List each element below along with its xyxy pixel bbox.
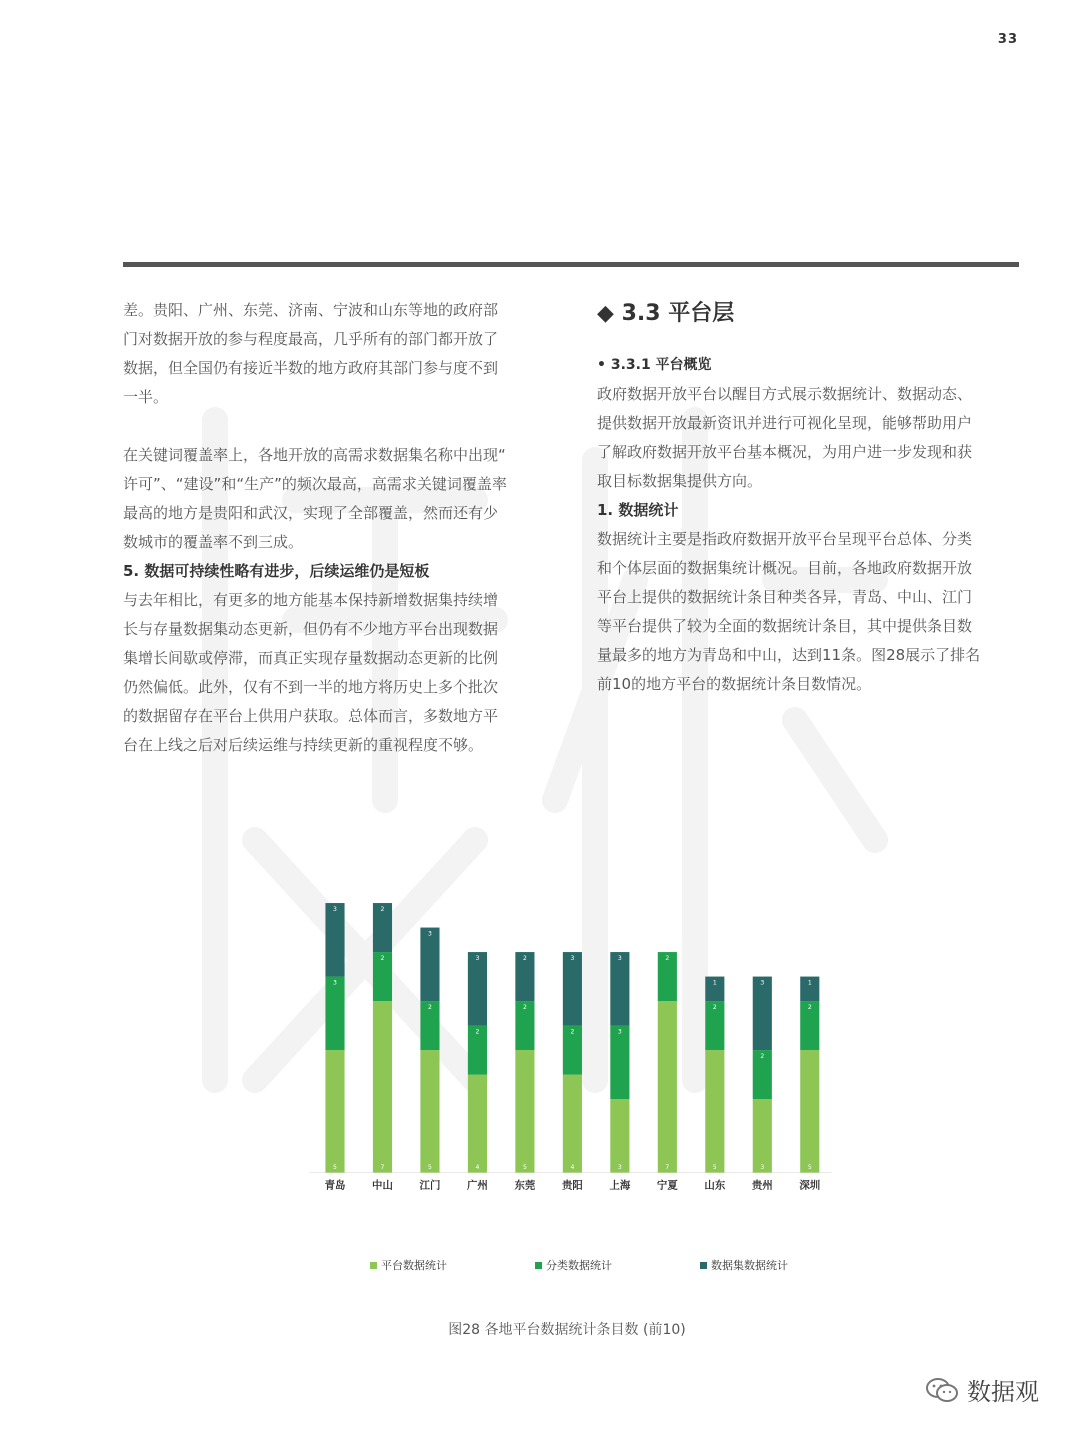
text-line: 一半。	[123, 388, 169, 406]
bar-value-label: 5	[807, 1164, 812, 1172]
bar-value-label: 1	[807, 979, 812, 987]
bar-segment-青岛-数据集数据统计	[325, 903, 344, 977]
brand-mark	[925, 1372, 1039, 1407]
bar-value-label: 3	[333, 979, 337, 987]
bar-value-label: 2	[380, 905, 385, 913]
text-line: 长与存量数据集动态更新，但仍有不少地方平台出现数据	[123, 620, 499, 638]
bar-segment-山东-平台数据统计	[705, 1050, 724, 1173]
x-tick-label: 贵州	[751, 1179, 773, 1190]
bar-segment-贵阳-平台数据统计	[563, 1075, 582, 1173]
left-column	[123, 296, 549, 760]
bar-segment-宁夏-平台数据统计	[658, 1001, 677, 1173]
legend-swatch	[535, 1262, 542, 1269]
text-line: 门对数据开放的参与程度最高，几乎所有的部门都开放了	[123, 330, 499, 348]
figure-caption: 图28 各地平台数据统计条目数 (前10)	[448, 1322, 686, 1338]
bar-value-label: 3	[570, 954, 575, 962]
bar-value-label: 3	[428, 930, 432, 938]
legend-swatch	[370, 1262, 377, 1269]
legend-swatch	[700, 1262, 707, 1269]
page-number: 33	[997, 32, 1018, 47]
bar-value-label: 5	[522, 1164, 527, 1172]
text-line: 数城市的覆盖率不到三成。	[123, 533, 304, 551]
x-tick-label: 宁夏	[656, 1179, 678, 1190]
text-line: 仍然偏低。此外，仅有不到一半的地方将历史上多个批次	[123, 678, 499, 696]
bar-segment-广州-平台数据统计	[468, 1075, 487, 1173]
x-tick-label: 东莞	[514, 1179, 536, 1190]
bar-segment-贵州-平台数据统计	[753, 1099, 772, 1173]
heading-1: 1. 数据统计	[597, 501, 679, 519]
bar-segment-广州-数据集数据统计	[468, 952, 487, 1026]
bar-value-label: 2	[475, 1028, 480, 1036]
legend-label: 平台数据统计	[381, 1259, 447, 1272]
bar-value-label: 5	[333, 1164, 337, 1172]
bar-segment-深圳-平台数据统计	[800, 1050, 819, 1173]
text-line: 前10的地方平台的数据统计条目数情况。	[597, 675, 872, 693]
text-line: 与去年相比，有更多的地方能基本保持新增数据集持续增	[123, 591, 499, 609]
x-tick-label: 深圳	[799, 1179, 821, 1190]
legend-item	[535, 1257, 612, 1273]
left-paragraph-2	[123, 441, 549, 557]
text-line: 了解政府数据开放平台基本概况，为用户进一步发现和获	[597, 443, 973, 461]
x-tick-label: 上海	[609, 1179, 631, 1190]
legend-item	[370, 1257, 447, 1273]
legend-item	[700, 1257, 788, 1273]
bar-value-label: 2	[428, 1003, 432, 1011]
bar-value-label: 2	[522, 1003, 527, 1011]
bar-segment-贵州-数据集数据统计	[753, 977, 772, 1051]
subsection-heading: • 3.3.1 平台概览	[597, 357, 712, 373]
text-line: 量最多的地方为青岛和中山，达到11条。图28展示了排名	[597, 646, 981, 664]
bar-value-label: 3	[617, 1164, 622, 1172]
x-tick-label: 山东	[704, 1179, 726, 1190]
bar-value-label: 3	[760, 1164, 765, 1172]
bar-value-label: 5	[712, 1164, 717, 1172]
legend-label: 分类数据统计	[546, 1259, 612, 1272]
heading-5: 5. 数据可持续性略有进步，后续运维仍是短板	[123, 562, 430, 580]
text-line: 平台上提供的数据统计条目种类各异，青岛、中山、江门	[597, 588, 973, 606]
bar-segment-青岛-分类数据统计	[325, 977, 344, 1051]
section-title: ◆ 3.3 平台层	[597, 301, 735, 326]
text-line: 差。贵阳、广州、东莞、济南、宁波和山东等地的政府部	[123, 301, 499, 319]
text-line: 取目标数据集提供方向。	[597, 472, 763, 490]
bar-value-label: 3	[760, 979, 765, 987]
right-column	[597, 296, 1023, 699]
text-line: 最高的地方是贵阳和武汉，实现了全部覆盖，然而还有少	[123, 504, 499, 522]
bar-value-label: 1	[712, 979, 717, 987]
text-line: 等平台提供了较为全面的数据统计条目，其中提供条目数	[597, 617, 973, 635]
text-line: 提供数据开放最新资讯并进行可视化呈现，能够帮助用户	[597, 414, 973, 432]
bar-value-label: 4	[570, 1164, 575, 1172]
text-line: 数据统计主要是指政府数据开放平台呈现平台总体、分类	[597, 530, 973, 548]
bar-value-label: 7	[380, 1164, 385, 1172]
bar-value-label: 2	[380, 954, 385, 962]
x-tick-label: 中山	[372, 1179, 393, 1190]
x-tick-label: 贵阳	[561, 1179, 583, 1190]
bar-value-label: 3	[617, 1028, 622, 1036]
text-line: 数据，但全国仍有接近半数的地方政府其部门参与度不到	[123, 359, 499, 377]
bar-segment-贵阳-数据集数据统计	[563, 952, 582, 1026]
wechat-icon	[925, 1376, 959, 1404]
bar-value-label: 4	[475, 1164, 480, 1172]
bar-segment-青岛-平台数据统计	[325, 1050, 344, 1173]
bar-value-label: 2	[712, 1003, 717, 1011]
bar-segment-中山-平台数据统计	[373, 1001, 392, 1173]
bar-value-label: 2	[807, 1003, 812, 1011]
legend-label: 数据集数据统计	[711, 1259, 788, 1272]
bar-value-label: 3	[333, 905, 337, 913]
text-line: 在关键词覆盖率上，各地开放的高需求数据集名称中出现“	[123, 446, 506, 464]
text-line: 政府数据开放平台以醒目方式展示数据统计、数据动态、	[597, 385, 973, 403]
brand-name: 数据观	[967, 1378, 1039, 1406]
bar-segment-上海-数据集数据统计	[610, 952, 629, 1026]
header-rule	[123, 262, 1019, 267]
left-paragraph-1	[123, 296, 549, 412]
text-line: 的数据留存在平台上供用户获取。总体而言，多数地方平	[123, 707, 499, 725]
bar-value-label: 3	[475, 954, 480, 962]
bar-segment-江门-平台数据统计	[420, 1050, 439, 1173]
x-tick-label: 青岛	[324, 1179, 346, 1190]
text-line: 许可”、“建设”和“生产”的频次最高，高需求关键词覆盖率	[123, 475, 507, 493]
x-tick-label: 江门	[419, 1179, 441, 1190]
text-line: 集增长间歇或停滞，而真正实现存量数据动态更新的比例	[123, 649, 499, 667]
left-paragraph-3	[123, 586, 549, 760]
bar-value-label: 3	[617, 954, 622, 962]
x-tick-label: 广州	[467, 1179, 488, 1190]
bar-value-label: 2	[665, 954, 670, 962]
text-line: 和个体层面的数据集统计概况。目前，各地政府数据开放	[597, 559, 973, 577]
bar-value-label: 5	[428, 1164, 432, 1172]
text-line: 台在上线之后对后续运维与持续更新的重视程度不够。	[123, 736, 484, 754]
bar-value-label: 2	[760, 1052, 765, 1060]
bar-segment-东莞-平台数据统计	[515, 1050, 534, 1173]
bar-value-label: 2	[570, 1028, 575, 1036]
bar-segment-上海-分类数据统计	[610, 1026, 629, 1100]
bar-segment-江门-数据集数据统计	[420, 928, 439, 1002]
stacked-bar-chart	[270, 890, 880, 1190]
bar-value-label: 2	[522, 954, 527, 962]
bar-segment-上海-平台数据统计	[610, 1099, 629, 1173]
right-paragraph-2	[597, 525, 1023, 699]
right-paragraph-1	[597, 380, 1023, 496]
bar-value-label: 7	[665, 1164, 670, 1172]
